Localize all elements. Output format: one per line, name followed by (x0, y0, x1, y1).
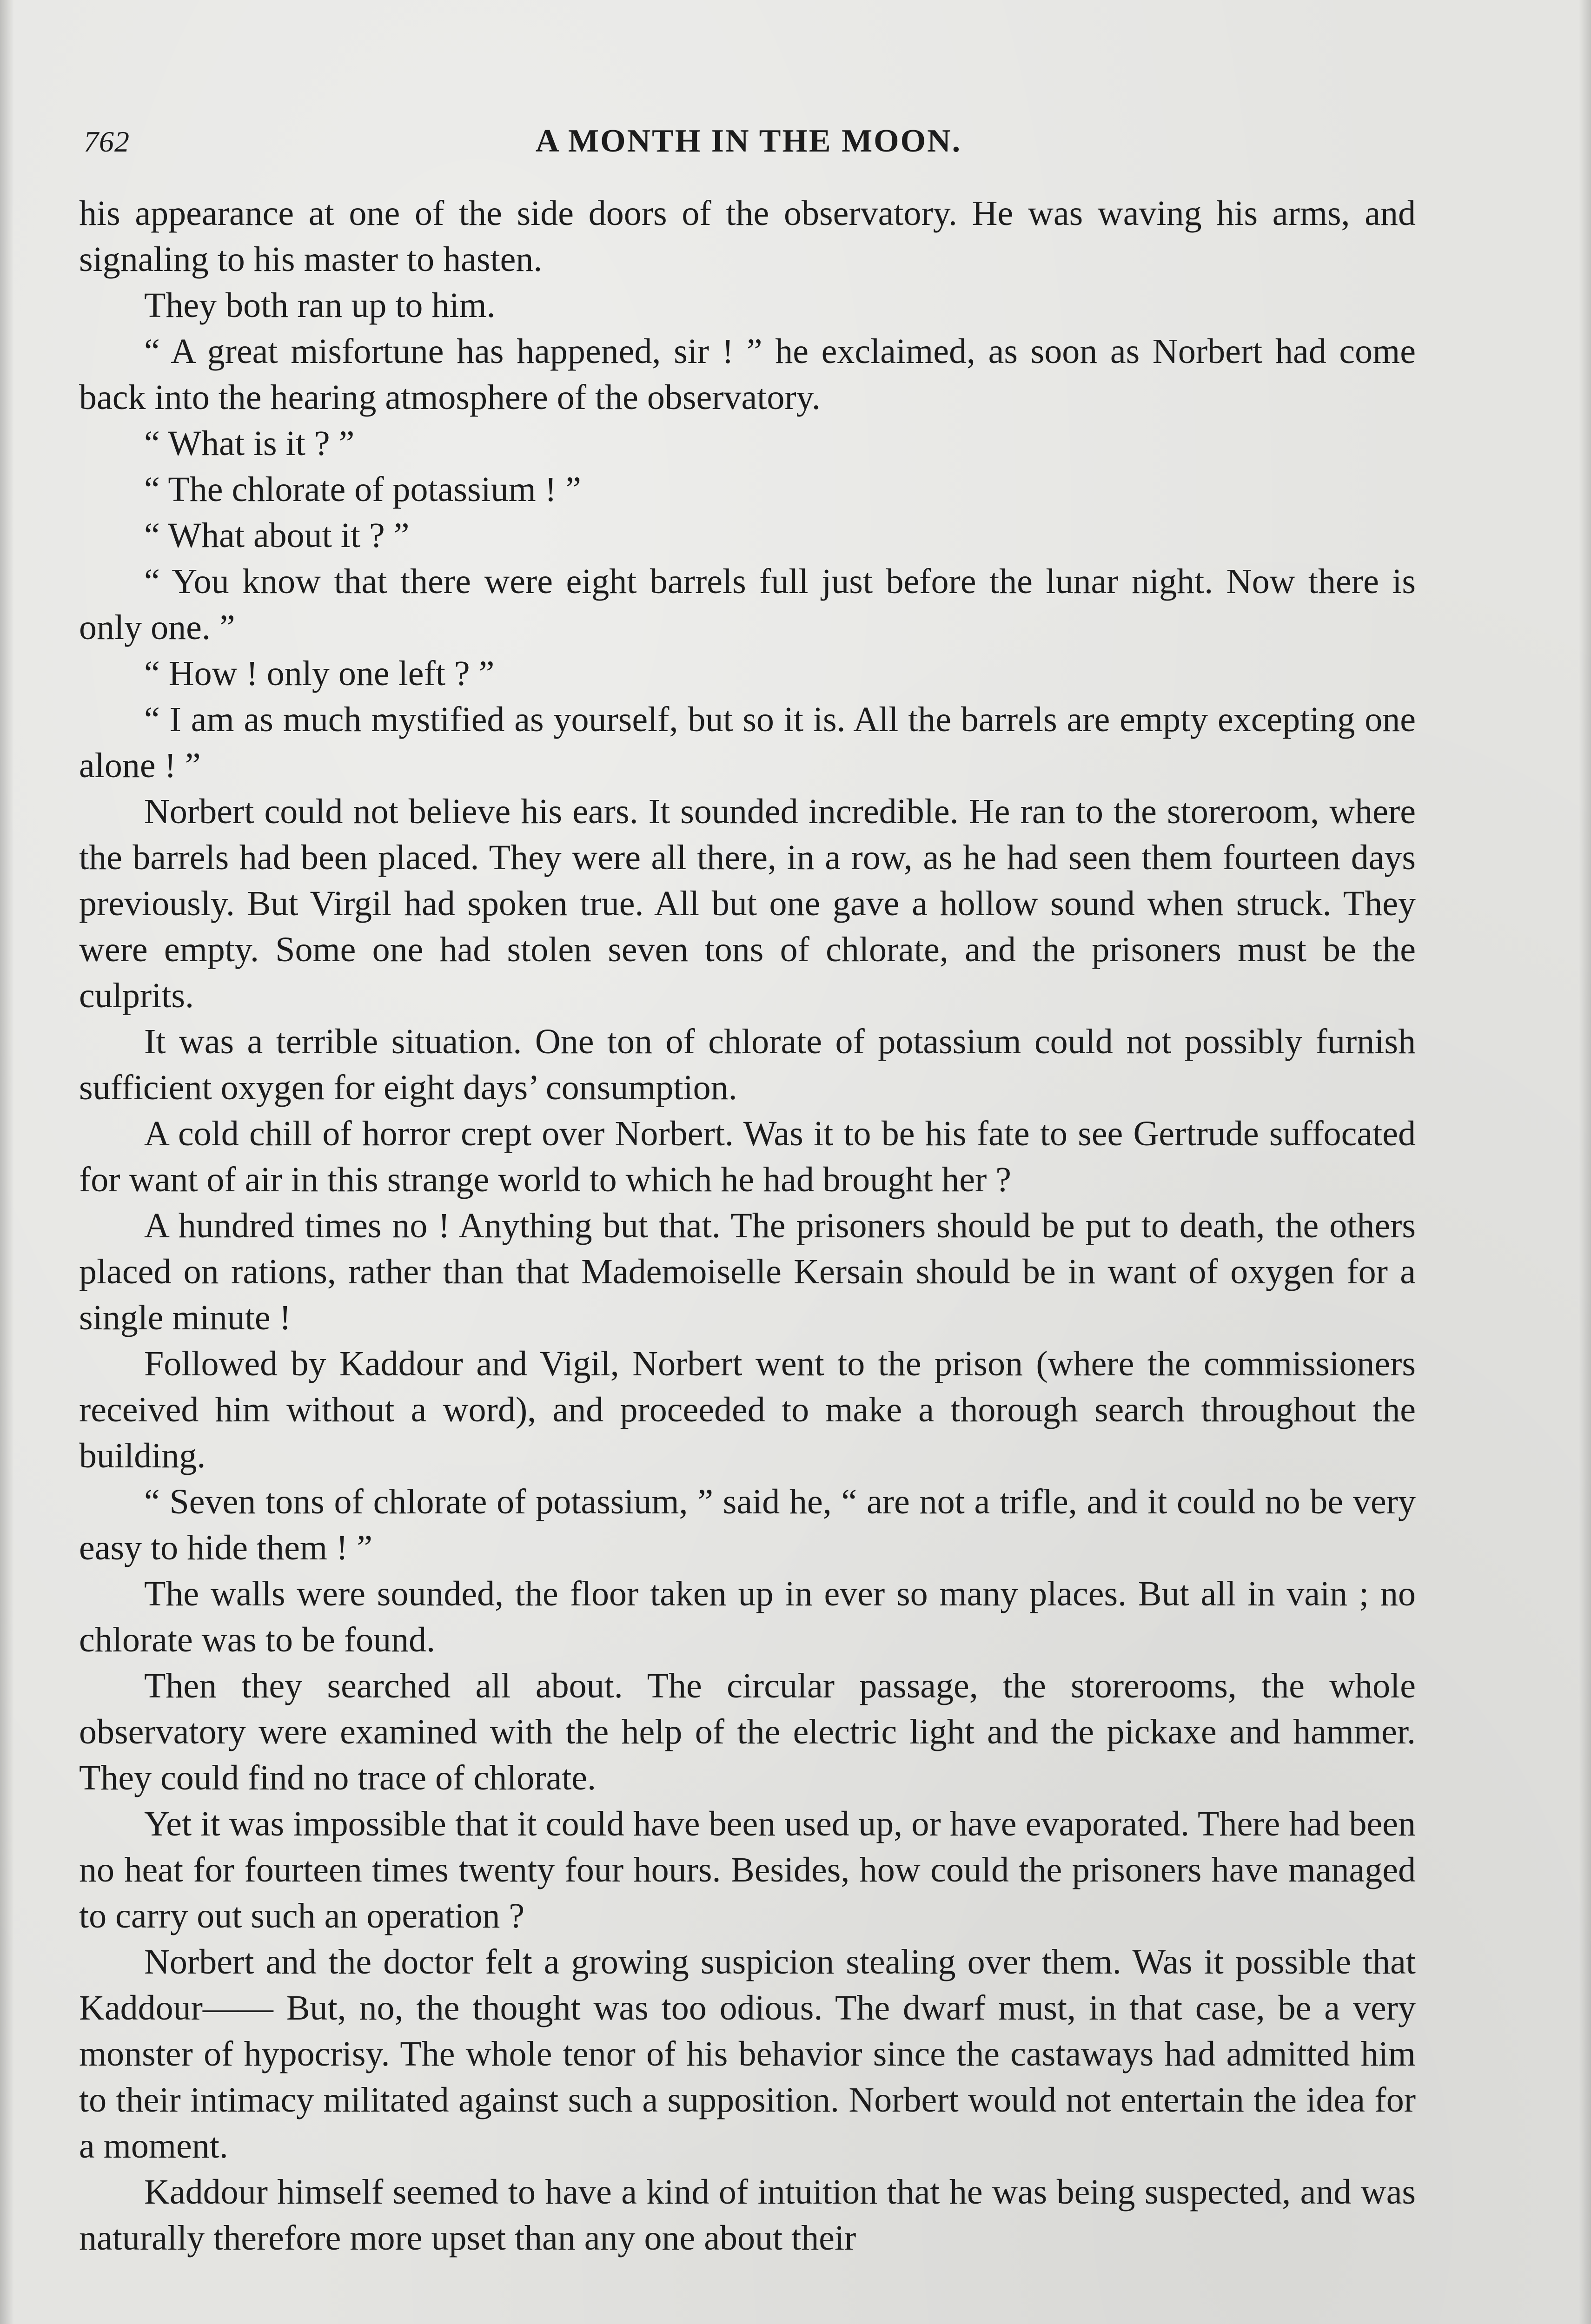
paragraph: A hundred times no ! Anything but that. The prisoners should be put to death, the others placed on rations, rather than that Mademoiselle Kersain should be in want of oxygen for a single minute ! (79, 1206, 1416, 1337)
paragraph: “ You know that there were eight barrels full just before the lunar night. Now there is only one. ” (79, 562, 1416, 647)
paragraph: his appearance at one of the side doors of the observatory. He was waving his arms, and signaling to his master to hasten. (79, 194, 1416, 279)
paragraph: A cold chill of horror crept over Norbert. Was it to be his fate to see Gertrude suffocated for want of air in this strange world to which he had brought her ? (79, 1114, 1416, 1199)
paragraph: “ How ! only one left ? ” (144, 654, 495, 693)
paragraph: “ Seven tons of chlorate of potassium, ” said he, “ are not a trifle, and it could no be very easy to hide them ! ” (79, 1482, 1416, 1567)
paragraph: “ What about it ? ” (144, 516, 410, 555)
body-text (79, 191, 1416, 2261)
paragraph: Norbert could not believe his ears. It sounded incredible. He ran to the storeroom, where the barrels had been placed. They were all there, in a row, as he had seen them fourteen days previously. But Virgil had spoken true. All but one gave a hollow sound when struck. They were empty. Some one had stolen seven tons of chlorate, and the prisoners must be the culprits. (79, 792, 1416, 1015)
paragraph: “ A great misfortune has happened, sir ! ” he exclaimed, as soon as Norbert had come back into the hearing atmosphere of the observatory. (79, 332, 1416, 417)
paragraph: “ The chlorate of potassium ! ” (144, 470, 581, 509)
paragraph: Norbert and the doctor felt a growing suspicion stealing over them. Was it possible that Kaddour—— But, no, the thought was too odious. The dwarf must, in that case, be a very monster of hypocrisy. The whole tenor of his behavior since the castaways had admitted him to their intimacy militated against such a supposition. Norbert would not entertain the idea for a moment. (79, 1942, 1416, 2166)
paragraph: They both ran up to him. (144, 286, 496, 325)
paragraph: It was a terrible situation. One ton of chlorate of potassium could not possibly furnish sufficient oxygen for eight days’ consumption. (79, 1022, 1416, 1107)
running-title: A MONTH IN THE MOON. (535, 123, 962, 159)
paragraph: Followed by Kaddour and Vigil, Norbert went to the prison (where the commissioners received him without a word), and proceeded to make a thorough search throughout the building. (79, 1344, 1416, 1475)
paragraph: Then they searched all about. The circular passage, the storerooms, the whole observatory were examined with the help of the electric light and the pickaxe and hammer. They could find no trace of chlorate. (79, 1666, 1416, 1797)
paragraph: “ I am as much mystified as yourself, but so it is. All the barrels are empty excepting one alone ! ” (79, 700, 1416, 785)
paragraph: Kaddour himself seemed to have a kind of intuition that he was being suspected, and was naturally therefore more upset than any one about their (79, 2172, 1416, 2258)
paragraph: Yet it was impossible that it could have been used up, or have evaporated. There had been no heat for fourteen times twenty four hours. Besides, how could the prisoners have managed to carry out such an operation ? (79, 1804, 1416, 1935)
page-edge-shadow-left (0, 0, 14, 2324)
page-header (84, 120, 1413, 171)
paragraph: The walls were sounded, the floor taken up in ever so many places. But all in vain ; no chlorate was to be found. (79, 1574, 1416, 1659)
paragraph: “ What is it ? ” (144, 424, 355, 463)
page-edge-shadow-right (1579, 0, 1591, 2324)
page-number: 762 (84, 125, 130, 158)
